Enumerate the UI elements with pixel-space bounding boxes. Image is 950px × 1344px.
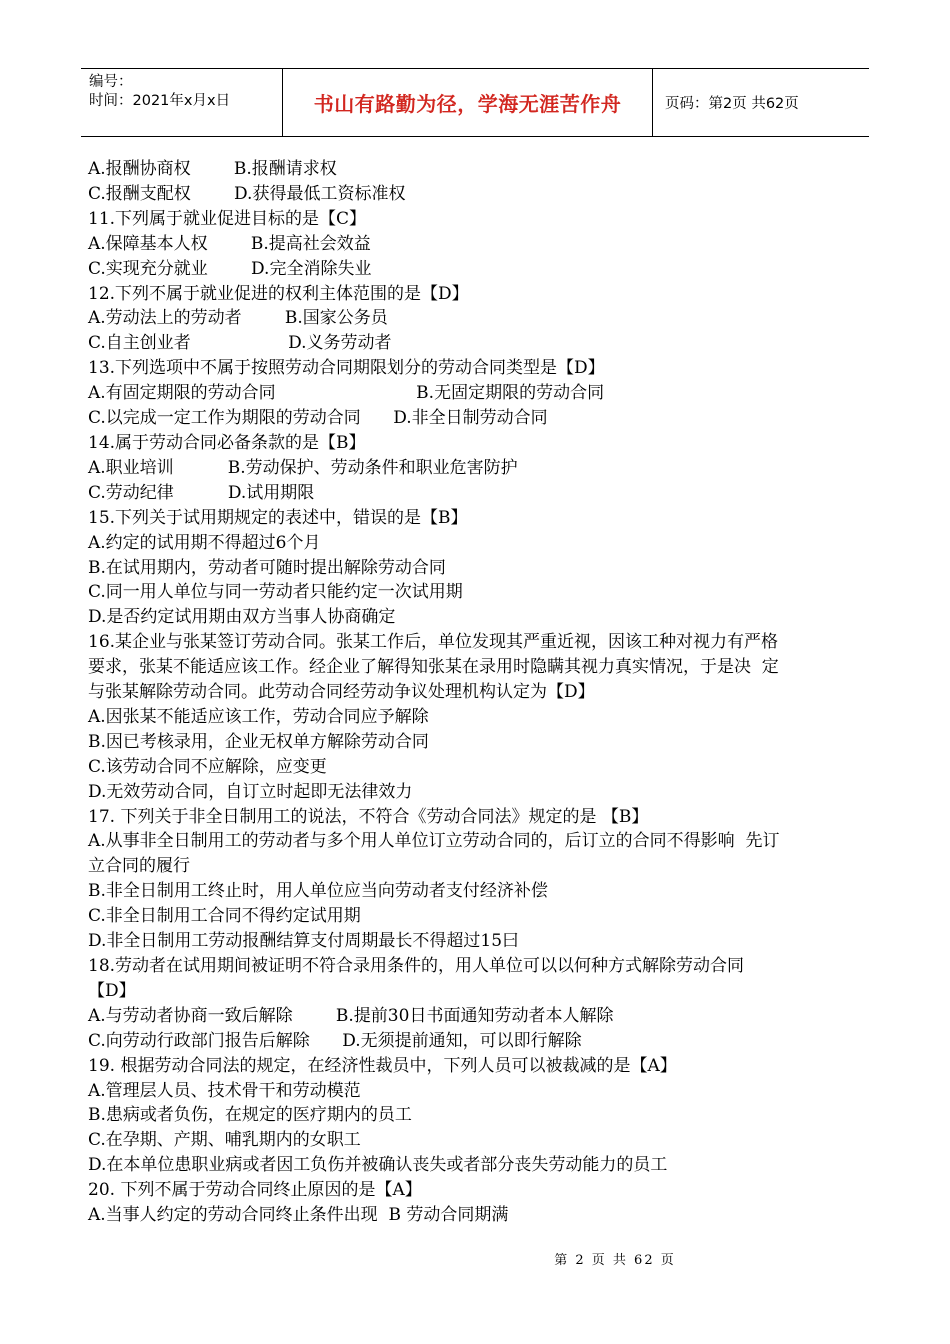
text-line: A.职业培训 B.劳动保护、劳动条件和职业危害防护 [88,457,518,478]
text-line: 14.属于劳动合同必备条款的是【B】 [88,432,366,453]
page-header [81,68,869,137]
text-line: D.在本单位患职业病或者因工负伤并被确认丧失或者部分丧失劳动能力的员工 [88,1155,668,1176]
document-body [88,157,863,1228]
text-line: C.劳动纪律 D.试用期限 [88,482,315,503]
text-line: C.该劳动合同不应解除，应变更 [88,756,327,777]
text-line: A.当事人约定的劳动合同终止条件出现 B 劳动合同期满 [88,1205,509,1226]
text-line: B.因已考核录用，企业无权单方解除劳动合同 [88,731,429,752]
text-line: C.实现充分就业 D.完全消除失业 [88,258,372,279]
text-line: B.非全日制用工终止时，用人单位应当向劳动者支付经济补偿 [88,881,548,902]
text-line: 19. 根据劳动合同法的规定，在经济性裁员中，下列人员可以被裁减的是【A】 [88,1055,677,1076]
header-page-info: 页码：第2页 共62页 [665,96,799,112]
text-line: A.从事非全日制用工的劳动者与多个用人单位订立劳动合同的，后订立的合同不得影响 先订 [88,831,780,852]
text-line: 20. 下列不属于劳动合同终止原因的是【A】 [88,1180,422,1201]
text-line: D.无效劳动合同，自订立时起即无法律效力 [88,781,413,802]
text-line: B.在试用期内，劳动者可随时提出解除劳动合同 [88,557,446,578]
text-line: 18.劳动者在试用期间被证明不符合录用条件的，用人单位可以以何种方式解除劳动合同 [88,956,745,976]
text-line: D.非全日制用工劳动报酬结算支付周期最长不得超过15曰 [88,931,520,952]
text-line: C.向劳动行政部门报告后解除 D.无须提前通知，可以即行解除 [88,1030,582,1051]
header-motto: 书山有路勤为径，学海无涯苦作舟 [283,69,653,136]
number-label: 编号： [89,74,133,90]
text-line: C.以完成一定工作为期限的劳动合同 D.非全日制劳动合同 [88,408,548,429]
text-line: C.非全日制用工合同不得约定试用期 [88,906,361,927]
text-line: 17. 下列关于非全日制用工的说法，不符合《劳动合同法》规定的是 【B】 [88,806,649,827]
text-line: 立合同的履行 [88,856,190,877]
text-line: 【D】 [88,980,136,1001]
text-line: 与张某解除劳动合同。此劳动合同经劳动争议处理机构认定为【D】 [88,682,595,703]
text-line: D.是否约定试用期由双方当事人协商确定 [88,607,396,628]
text-line: A.约定的试用期不得超过6个月 [88,532,321,553]
text-line: 13.下列选项中不属于按照劳动合同期限划分的劳动合同类型是【D】 [88,358,605,379]
text-line: A.与劳动者协商一致后解除 B.提前30日书面通知劳动者本人解除 [88,1005,614,1026]
text-line: A.有固定期限的劳动合同 B.无固定期限的劳动合同 [88,383,605,404]
text-line: C.同一用人单位与同一劳动者只能约定一次试用期 [88,582,463,603]
text-line: A.因张某不能适应该工作，劳动合同应予解除 [88,706,429,727]
text-line: 要求，张某不能适应该工作。经企业了解得知张某在录用时隐瞒其视力真实情况，于是决 定 [88,657,779,678]
text-line: 12.下列不属于就业促进的权利主体范围的是【D】 [88,283,469,304]
text-line: A.报酬协商权 B.报酬请求权 [88,159,337,179]
text-line: A.保障基本人权 B.提高社会效益 [88,233,371,254]
time-label: 时间：2021年x月x日 [89,93,231,109]
text-line: A.劳动法上的劳动者 B.国家公务员 [88,308,388,329]
text-line: 16.某企业与张某签订劳动合同。张某工作后，单位发现其严重近视，因该工种对视力有严格 [88,632,779,653]
text-line: 15.下列关于试用期规定的表述中，错误的是【B】 [88,507,468,528]
text-line: A.管理层人员、技术骨干和劳动模范 [88,1080,361,1101]
text-line: C.自主创业者 D.义务劳动者 [88,333,392,354]
text-line: C.报酬支配权 D.获得最低工资标准权 [88,183,406,204]
text-line: B.患病或者负伤，在规定的医疗期内的员工 [88,1105,412,1126]
header-meta [81,69,283,136]
page-footer: 第 2 页 共 62 页 [554,1253,676,1268]
text-line: C.在孕期、产期、哺乳期内的女职工 [88,1130,361,1151]
text-line: 11.下列属于就业促进目标的是【C】 [88,208,367,229]
